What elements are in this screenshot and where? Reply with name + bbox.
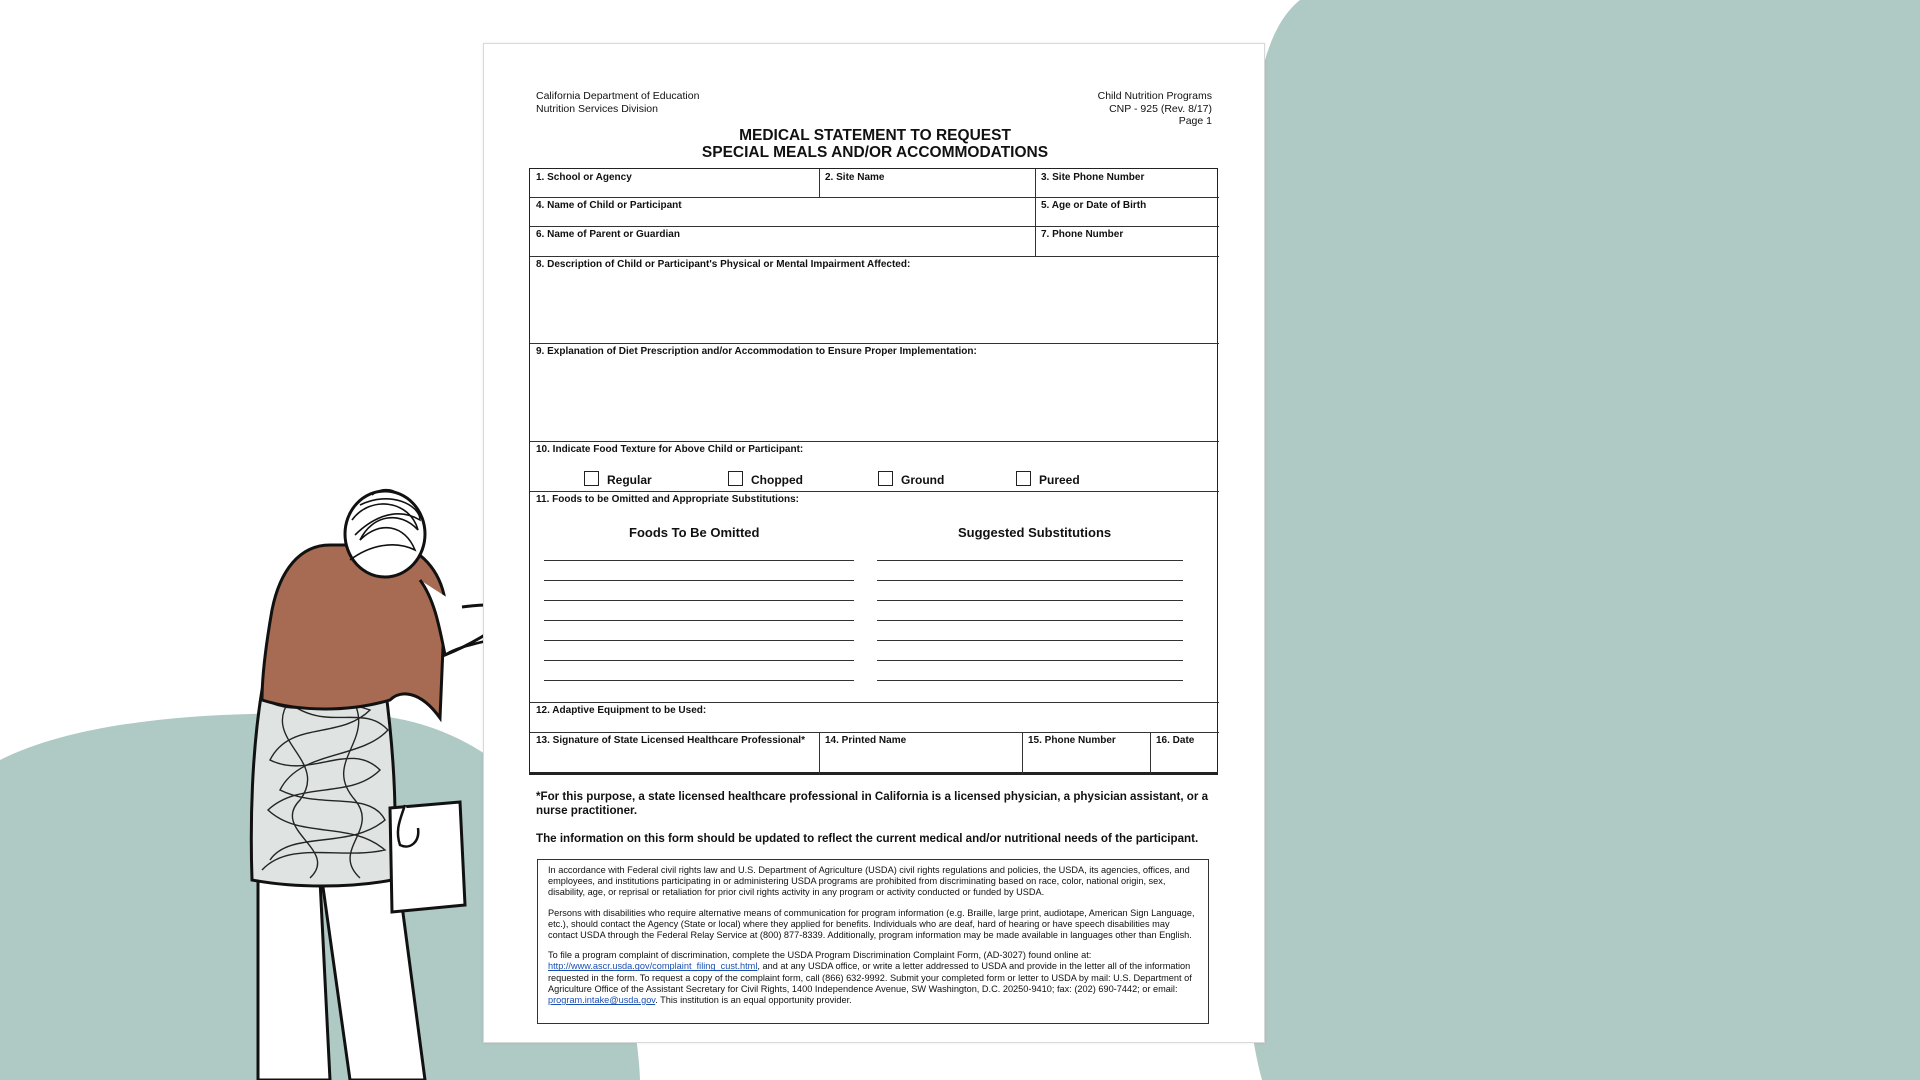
checkbox-pureed-label: Pureed [1039, 473, 1080, 487]
checkbox-pureed[interactable] [1016, 471, 1031, 486]
email-link[interactable]: program.intake@usda.gov [548, 995, 656, 1006]
field-site-name[interactable]: 2. Site Name [825, 172, 885, 183]
checkbox-regular-label: Regular [607, 473, 652, 487]
substitution-line[interactable] [877, 640, 1183, 641]
field-date[interactable]: 16. Date [1156, 735, 1195, 746]
field-impairment-description[interactable]: 8. Description of Child or Participant's Physical or Mental Impairment Affected: [536, 259, 911, 270]
field-age-dob[interactable]: 5. Age or Date of Birth [1041, 200, 1147, 211]
legal-paragraph-3-end: . This institution is an equal opportunity provider. [655, 995, 852, 1006]
checkbox-regular[interactable] [584, 471, 599, 486]
checkbox-ground[interactable] [878, 471, 893, 486]
header-program-name: Child Nutrition Programs [1097, 90, 1212, 102]
checkbox-ground-label: Ground [901, 473, 945, 487]
field-phone[interactable]: 7. Phone Number [1041, 229, 1124, 240]
substitution-line[interactable] [877, 600, 1183, 601]
field-foods-omitted-substitutions: 11. Foods to be Omitted and Appropriate Substitutions: [536, 494, 799, 505]
field-food-texture: 10. Indicate Food Texture for Above Child or Participant: [536, 444, 804, 455]
field-site-phone[interactable]: 3. Site Phone Number [1041, 172, 1145, 183]
field-adaptive-equipment[interactable]: 12. Adaptive Equipment to be Used: [536, 705, 707, 716]
form-title-line2: SPECIAL MEALS AND/OR ACCOMMODATIONS [701, 144, 1049, 161]
substitution-line[interactable] [877, 660, 1183, 661]
omitted-line[interactable] [544, 640, 854, 641]
omitted-line[interactable] [544, 580, 854, 581]
form-title-line1: MEDICAL STATEMENT TO REQUEST [739, 127, 1011, 144]
header-form-number: CNP - 925 (Rev. 8/17) [1109, 102, 1212, 115]
field-signature[interactable]: 13. Signature of State Licensed Healthcare Professional* [536, 735, 805, 746]
substitution-line[interactable] [877, 580, 1183, 581]
nondiscrimination-statement [537, 859, 1209, 1024]
foods-omitted-heading: Foods To Be Omitted [629, 525, 760, 540]
field-diet-explanation[interactable]: 9. Explanation of Diet Prescription and/or Accommodation to Ensure Proper Implementation: [536, 346, 977, 357]
header-page-number: Page 1 [1178, 115, 1212, 127]
legal-paragraph-3-intro: To file a program complaint of discrimination, complete the USDA Program Discrimination Complaint Form, (AD-3027) found online at: [548, 950, 1092, 961]
omitted-line[interactable] [544, 660, 854, 661]
checkbox-chopped[interactable] [728, 471, 743, 486]
substitution-line[interactable] [877, 680, 1183, 681]
field-child-name[interactable]: 4. Name of Child or Participant [536, 200, 682, 211]
substitution-line[interactable] [877, 620, 1183, 621]
header-form-info [1098, 90, 1212, 128]
legal-paragraph-3 [548, 950, 1198, 1006]
field-school-agency[interactable]: 1. School or Agency [536, 172, 632, 183]
legal-paragraph-3-body: , and at any USDA office, or write a letter addressed to USDA and provide in the letter all of the information requested in the form. To request a copy of the complaint form, call (866) 632-9992. Submit your completed form or letter to USDA by mail: U.S. Department of Agriculture Office of the Assistant Secretary for Civil Rights, 1400 Independence Avenue, SW Washington, D.C. 20250-9410; fax: (202) 690-7442; or email: [548, 961, 1192, 994]
omitted-line[interactable] [544, 560, 854, 561]
legal-paragraph-2: Persons with disabilities who require alternative means of communication for program information (e.g. Braille, large print, audiotape, American Sign Language, etc.), should contact the Agency (State or local) where they applied for benefits. Individuals who are deaf, hard of hearing or have speech disabilities may contact USDA through the Federal Relay Service at (800) 877-8339. Additionally, program information may be made available in languages other than English. [548, 907, 1195, 941]
field-printed-name[interactable]: 14. Printed Name [825, 735, 907, 746]
suggested-substitutions-heading: Suggested Substitutions [958, 525, 1112, 540]
medical-statement-form [483, 43, 1265, 1043]
field-parent-name[interactable]: 6. Name of Parent or Guardian [536, 229, 680, 240]
omitted-line[interactable] [544, 620, 854, 621]
field-professional-phone[interactable]: 15. Phone Number [1028, 735, 1116, 746]
header-department-name: California Department of Education [536, 90, 700, 102]
substitution-line[interactable] [877, 560, 1183, 561]
header-department [536, 90, 699, 115]
checkbox-chopped-label: Chopped [751, 473, 803, 487]
omitted-line[interactable] [544, 600, 854, 601]
form-table [529, 168, 1218, 775]
legal-paragraph-1: In accordance with Federal civil rights law and U.S. Department of Agriculture (USDA) civil rights regulations and policies, the USDA, its agencies, offices, and employees, and institutions participating in or administering USDA programs are prohibited from discriminating based on race, color, national origin, sex, disability, age, or reprisal or retaliation for prior civil rights activity in any program or activity conducted or funded by USDA. [548, 865, 1190, 898]
form-title [484, 127, 1266, 161]
woman-shirt [262, 545, 445, 718]
footnote-healthcare-professional: *For this purpose, a state licensed healthcare professional in California is a licensed physician, a physician assistant, or a nurse practitioner. [536, 790, 1209, 817]
complaint-form-link[interactable]: http://www.ascr.usda.gov/complaint_filing_cust.html [548, 961, 758, 972]
header-division-name: Nutrition Services Division [536, 102, 658, 115]
omitted-line[interactable] [544, 680, 854, 681]
update-notice: The information on this form should be updated to reflect the current medical and/or nutritional needs of the participant. [536, 832, 1199, 845]
